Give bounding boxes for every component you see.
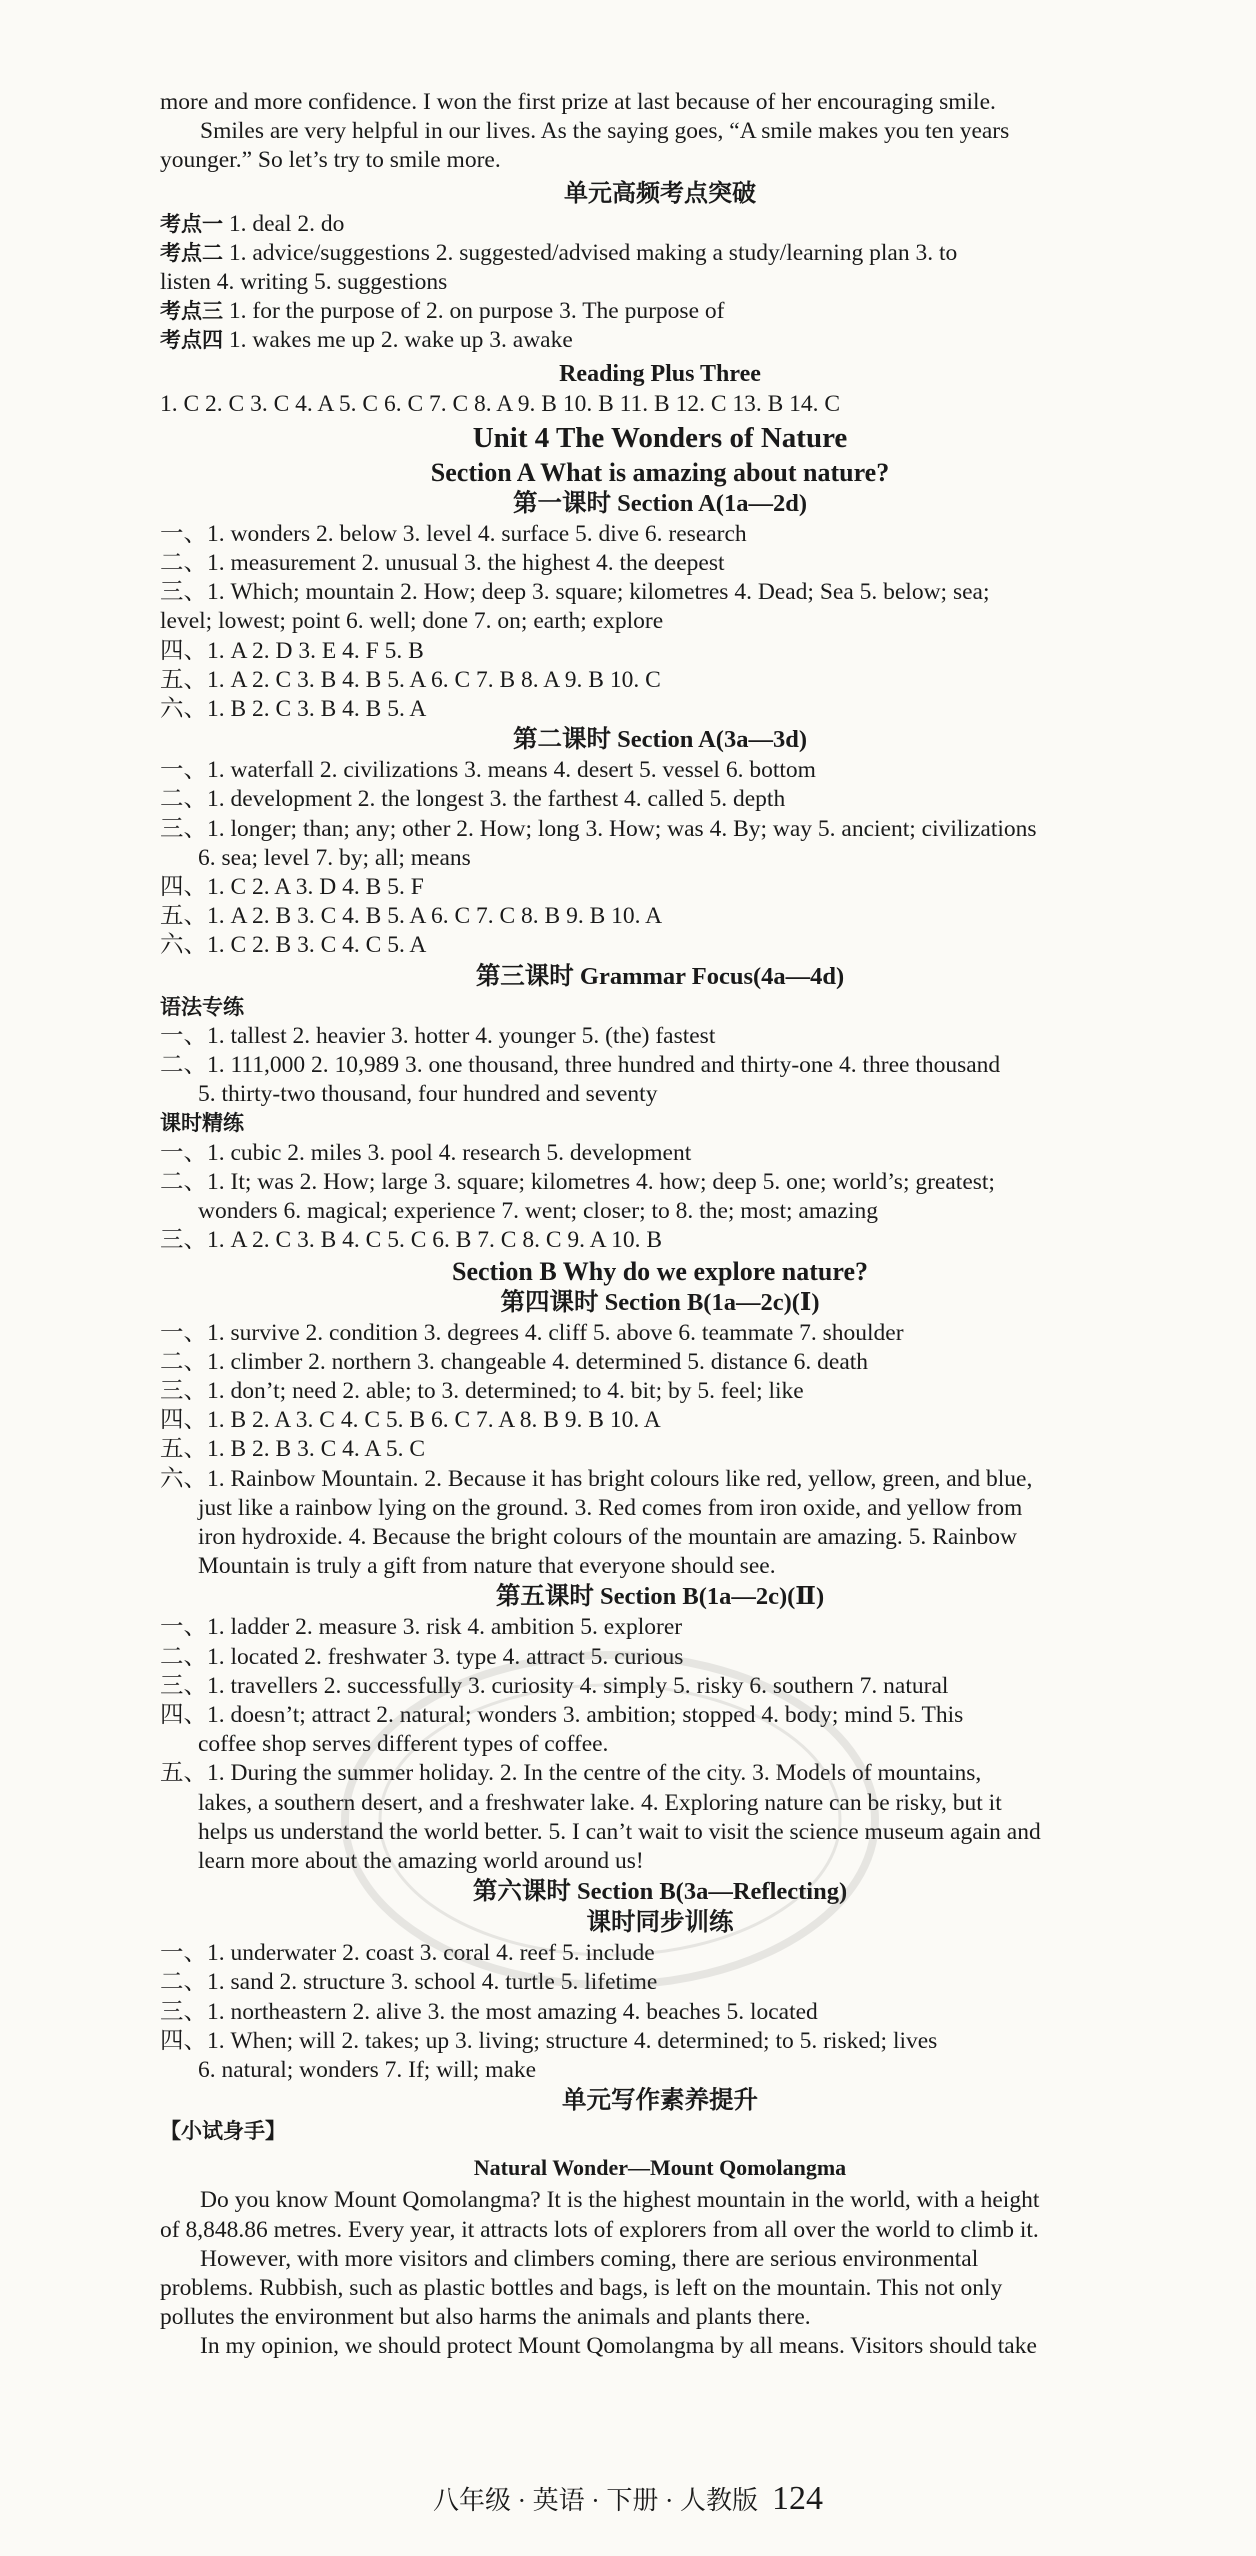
text-line: 一、1. ladder 2. measure 3. risk 4. ambition 5. explorer xyxy=(160,1614,683,1641)
section-heading: Section A What is amazing about nature? xyxy=(430,457,890,487)
paragraph-start: Do you know Mount Qomolangma? It is the highest mountain in the world, with a height xyxy=(200,2187,1040,2214)
text-line: listen 4. writing 5. suggestions xyxy=(160,269,448,296)
continuation-line: coffee shop serves different types of coffee. xyxy=(198,1731,609,1758)
text-line: 三、1. longer; than; any; other 2. How; long 3. How; was 4. By; way 5. ancient; civilizations xyxy=(160,815,1037,842)
continuation-line: just like a rainbow lying on the ground. 3. Red comes from iron oxide, and yellow from xyxy=(198,1494,1023,1521)
text-line: 六、1. C 2. B 3. C 4. C 5. A xyxy=(160,932,427,959)
essay-title: Natural Wonder—Mount Qomolangma xyxy=(473,2155,847,2181)
lesson-heading: 单元高频考点突破 xyxy=(564,180,756,207)
text-line: 一、1. survive 2. condition 3. degrees 4. cliff 5. above 6. teammate 7. shoulder xyxy=(160,1319,904,1346)
text-line: 二、1. 111,000 2. 10,989 3. one thousand, three hundred and thirty-one 4. three thousand xyxy=(160,1052,1001,1079)
text-line: 四、1. A 2. D 3. E 4. F 5. B xyxy=(160,637,424,664)
text-line: 一、1. waterfall 2. civilizations 3. means 4. desert 5. vessel 6. bottom xyxy=(160,757,816,784)
text-line: 一、1. tallest 2. heavier 3. hotter 4. younger 5. (the) fastest xyxy=(160,1022,716,1049)
text-line: 四、1. B 2. A 3. C 4. C 5. B 6. C 7. A 8. B 9. B 10. A xyxy=(160,1407,661,1434)
lesson-heading: 第二课时 Section A(3a—3d) xyxy=(513,726,807,754)
answer-text: 1. wakes me up 2. wake up 3. awake xyxy=(223,327,573,354)
continuation-line: 6. natural; wonders 7. If; will; make xyxy=(198,2056,537,2083)
footer-label: 八年级 · 英语 · 下册 · 人教版 xyxy=(433,2486,758,2515)
page-footer xyxy=(0,2480,1256,2518)
text-line: 二、1. located 2. freshwater 3. type 4. attract 5. curious xyxy=(160,1643,684,1670)
kaodian-label: 考点三 xyxy=(160,299,223,324)
text-line: 六、1. Rainbow Mountain. 2. Because it has bright colours like red, yellow, green, and blue, xyxy=(160,1465,1033,1492)
section-tag: 语法专练 xyxy=(160,994,244,1019)
text-line: of 8,848.86 metres. Every year, it attracts lots of explorers from all over the world to climb it. xyxy=(160,2216,1039,2243)
continuation-line: learn more about the amazing world around us! xyxy=(198,1847,644,1874)
text-line: 四、1. C 2. A 3. D 4. B 5. F xyxy=(160,874,424,901)
lesson-heading: Reading Plus Three xyxy=(559,360,761,387)
section-tag: 课时精练 xyxy=(160,1111,244,1136)
kaodian-label: 考点一 xyxy=(160,211,223,236)
text-line: more and more confidence. I won the first prize at last because of her encouraging smile. xyxy=(160,89,996,115)
lesson-heading: 第五课时 Section B(1a—2c)(Ⅱ) xyxy=(495,1583,825,1611)
answer-text: 1. advice/suggestions 2. suggested/advised making a study/learning plan 3. to xyxy=(223,239,958,266)
text-line: 三、1. Which; mountain 2. How; deep 3. square; kilometres 4. Dead; Sea 5. below; sea; xyxy=(160,579,990,606)
text-line: 一、1. underwater 2. coast 3. coral 4. reef 5. include xyxy=(160,1940,655,1967)
unit-heading: Unit 4 The Wonders of Nature xyxy=(472,421,848,454)
paragraph-start: In my opinion, we should protect Mount Qomolangma by all means. Visitors should take xyxy=(200,2333,1037,2360)
section-heading: Section B Why do we explore nature? xyxy=(451,1256,868,1286)
text-line: 五、1. During the summer holiday. 2. In the centre of the city. 3. Models of mountains, xyxy=(160,1760,982,1787)
continuation-line: Mountain is truly a gift from nature that everyone should see. xyxy=(198,1553,776,1580)
text-line: 二、1. It; was 2. How; large 3. square; kilometres 4. how; deep 5. one; world’s; greatest; xyxy=(160,1168,995,1195)
text-line: 二、1. measurement 2. unusual 3. the highest 4. the deepest xyxy=(160,550,725,577)
text-line: 五、1. A 2. B 3. C 4. B 5. A 6. C 7. C 8. B 9. B 10. A xyxy=(160,903,663,930)
text-line: 六、1. B 2. C 3. B 4. B 5. A xyxy=(160,696,427,723)
text-line: 1. C 2. C 3. C 4. A 5. C 6. C 7. C 8. A 9. B 10. B 11. B 12. C 13. B 14. C xyxy=(160,390,841,417)
text-line: younger.” So let’s try to smile more. xyxy=(160,147,501,174)
continuation-line: 5. thirty-two thousand, four hundred and seventy xyxy=(198,1081,658,1108)
text-line: 五、1. A 2. C 3. B 4. B 5. A 6. C 7. B 8. A 9. B 10. C xyxy=(160,666,661,693)
continuation-line: lakes, a southern desert, and a freshwater lake. 4. Exploring nature can be risky, but it xyxy=(198,1789,1002,1816)
text-line: 五、1. B 2. B 3. C 4. A 5. C xyxy=(160,1436,426,1463)
text-line: 二、1. sand 2. structure 3. school 4. turtle 5. lifetime xyxy=(160,1969,658,1996)
text-line: pollutes the environment but also harms the animals and plants there. xyxy=(160,2304,811,2331)
page-number: 124 xyxy=(771,2480,823,2517)
text-line: 三、1. northeastern 2. alive 3. the most amazing 4. beaches 5. located xyxy=(160,1998,818,2025)
continuation-line: wonders 6. magical; experience 7. went; closer; to 8. the; most; amazing xyxy=(198,1198,878,1225)
kaodian-label: 考点四 xyxy=(160,328,223,353)
continuation-line: helps us understand the world better. 5. I can’t wait to visit the science museum again and xyxy=(198,1818,1041,1845)
answer-line xyxy=(160,239,1160,268)
text-line: 三、1. A 2. C 3. B 4. C 5. C 6. B 7. C 8. C 9. A 10. B xyxy=(160,1227,663,1254)
lesson-heading: 单元写作素养提升 xyxy=(562,2087,758,2115)
text-line: 一、1. wonders 2. below 3. level 4. surface 5. dive 6. research xyxy=(160,520,747,547)
continuation-line: 6. sea; level 7. by; all; means xyxy=(198,844,471,871)
paragraph-start: Smiles are very helpful in our lives. As the saying goes, “A smile makes you ten years xyxy=(200,118,1010,145)
section-tag: 【小试身手】 xyxy=(160,2119,286,2144)
page-content xyxy=(160,88,1160,2362)
answer-text: 1. for the purpose of 2. on purpose 3. The purpose of xyxy=(223,298,725,325)
lesson-heading: 第四课时 Section B(1a—2c)(Ⅰ) xyxy=(500,1288,820,1316)
paragraph-start: However, with more visitors and climbers coming, there are serious environmental xyxy=(200,2245,979,2272)
answer-line xyxy=(160,326,1160,355)
text-line: 三、1. don’t; need 2. able; to 3. determined; to 4. bit; by 5. feel; like xyxy=(160,1377,804,1404)
answer-line xyxy=(160,297,1160,326)
text-line: 四、1. When; will 2. takes; up 3. living; structure 4. determined; to 5. risked; lives xyxy=(160,2027,938,2054)
continuation-line: iron hydroxide. 4. Because the bright colours of the mountain are amazing. 5. Rainbow xyxy=(198,1523,1018,1550)
text-line: 一、1. cubic 2. miles 3. pool 4. research 5. development xyxy=(160,1139,692,1166)
text-line: 四、1. doesn’t; attract 2. natural; wonders 3. ambition; stopped 4. body; mind 5. This xyxy=(160,1701,964,1728)
text-line: 二、1. development 2. the longest 3. the farthest 4. called 5. depth xyxy=(160,786,786,813)
lesson-heading: 第一课时 Section A(1a—2d) xyxy=(513,489,807,517)
lesson-heading: 第三课时 Grammar Focus(4a—4d) xyxy=(475,962,845,990)
lesson-heading: 第六课时 Section B(3a—Reflecting) xyxy=(472,1878,848,1906)
lesson-heading: 课时同步训练 xyxy=(586,1909,734,1937)
text-line: problems. Rubbish, such as plastic bottles and bags, is left on the mountain. This not only xyxy=(160,2274,1003,2301)
text-line: 三、1. travellers 2. successfully 3. curiosity 4. simply 5. risky 6. southern 7. natural xyxy=(160,1672,949,1699)
text-line: level; lowest; point 6. well; done 7. on; earth; explore xyxy=(160,608,664,635)
answer-line xyxy=(160,210,1160,239)
answer-text: 1. deal 2. do xyxy=(223,210,345,237)
text-line: 二、1. climber 2. northern 3. changeable 4. determined 5. distance 6. death xyxy=(160,1348,869,1375)
kaodian-label: 考点二 xyxy=(160,240,223,265)
